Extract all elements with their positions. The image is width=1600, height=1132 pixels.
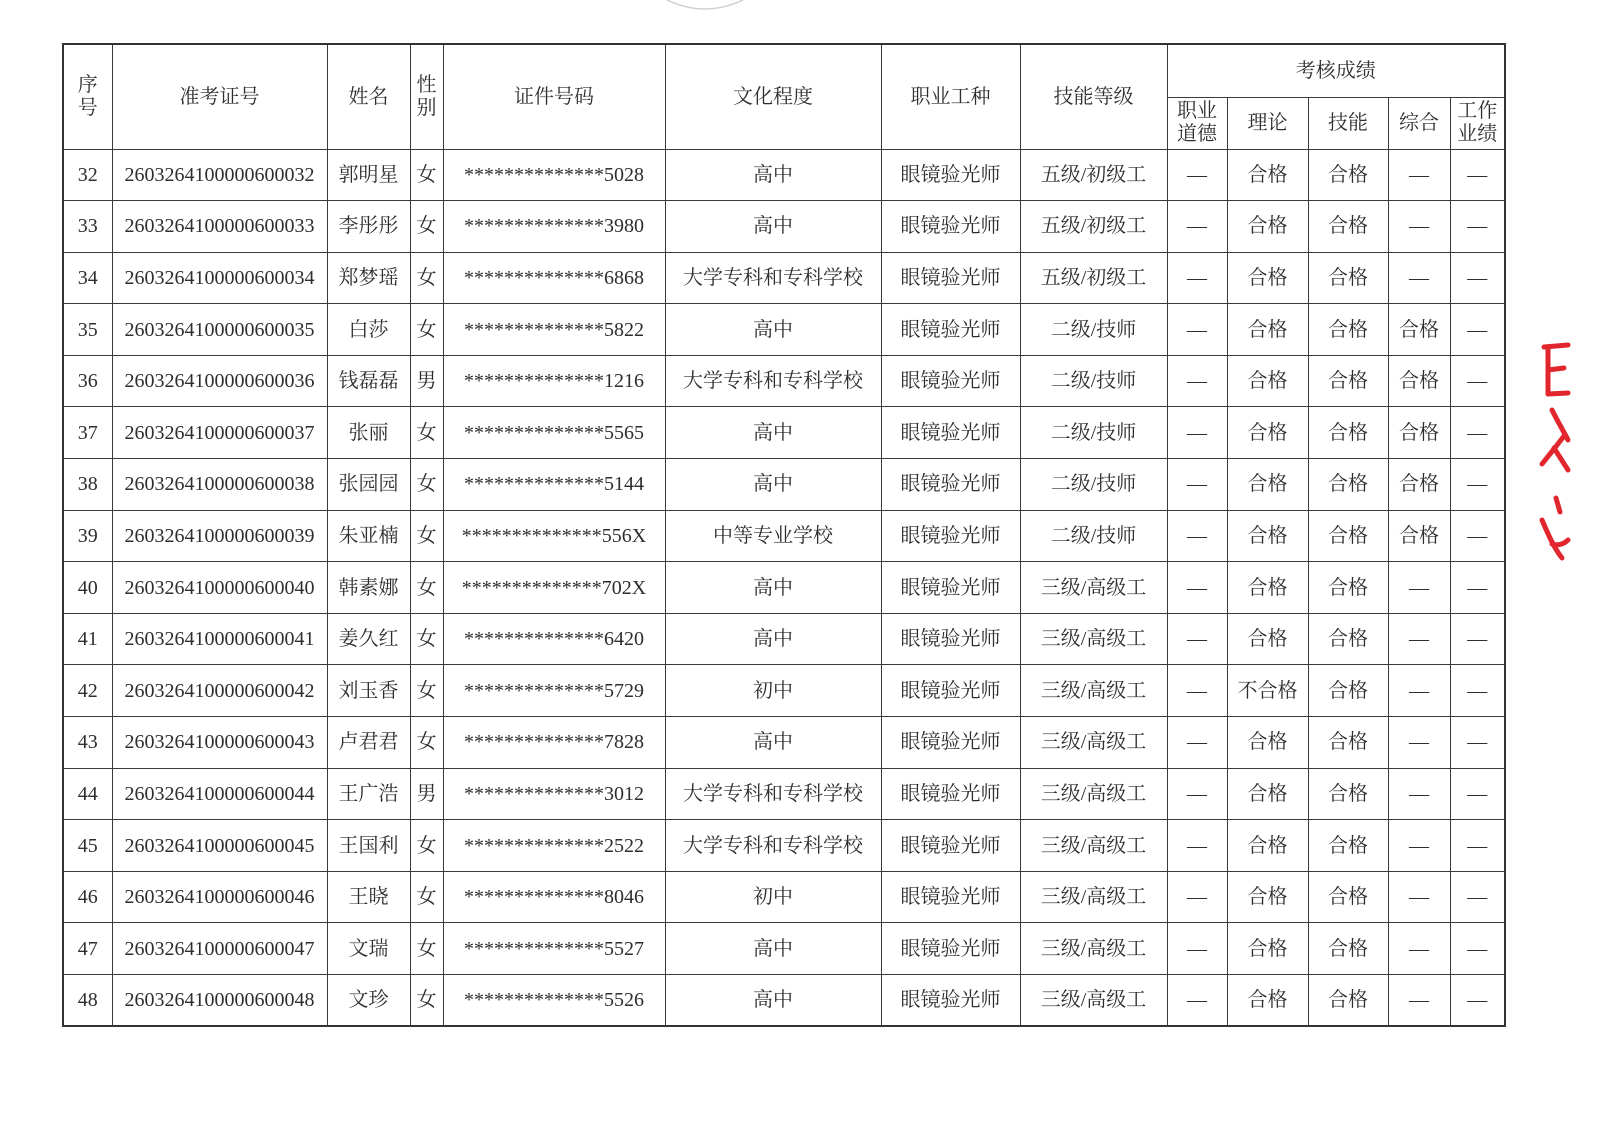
table-row bbox=[63, 923, 1505, 975]
cell-skill: 合格 bbox=[1308, 923, 1388, 975]
cell-id: **************5822 bbox=[443, 304, 665, 356]
header-row-main bbox=[63, 44, 1505, 97]
table-row bbox=[63, 149, 1505, 201]
cell-education: 高中 bbox=[665, 562, 881, 614]
cell-theory: 合格 bbox=[1227, 304, 1308, 356]
header-ethics-label: 职业道德 bbox=[1177, 100, 1217, 145]
cell-education: 大学专科和专科学校 bbox=[665, 355, 881, 407]
header-gender-label: 性别 bbox=[416, 73, 437, 119]
cell-seq: 37 bbox=[63, 407, 112, 459]
cell-performance: — bbox=[1450, 459, 1505, 511]
cell-ticket: 2603264100000600034 bbox=[112, 252, 327, 304]
cell-ticket: 2603264100000600039 bbox=[112, 510, 327, 562]
cell-performance: — bbox=[1450, 201, 1505, 253]
cell-education: 高中 bbox=[665, 304, 881, 356]
cell-gender: 男 bbox=[410, 355, 443, 407]
cell-ethics: — bbox=[1167, 149, 1227, 201]
cell-ticket: 2603264100000600042 bbox=[112, 665, 327, 717]
cell-skill: 合格 bbox=[1308, 820, 1388, 872]
cell-ethics: — bbox=[1167, 820, 1227, 872]
cell-performance: — bbox=[1450, 717, 1505, 769]
cell-gender: 女 bbox=[410, 613, 443, 665]
cell-comprehensive: — bbox=[1388, 665, 1450, 717]
cell-occupation: 眼镜验光师 bbox=[881, 768, 1020, 820]
cell-education: 初中 bbox=[665, 665, 881, 717]
cell-comprehensive: — bbox=[1388, 923, 1450, 975]
table-row bbox=[63, 975, 1505, 1027]
cell-id: **************702X bbox=[443, 562, 665, 614]
cell-comprehensive: 合格 bbox=[1388, 407, 1450, 459]
cell-level: 二级/技师 bbox=[1020, 407, 1167, 459]
cell-ethics: — bbox=[1167, 407, 1227, 459]
table-row bbox=[63, 459, 1505, 511]
cell-id: **************5144 bbox=[443, 459, 665, 511]
header-ticket-number: 准考证号 bbox=[112, 44, 327, 149]
cell-comprehensive: 合格 bbox=[1388, 355, 1450, 407]
cell-level: 二级/技师 bbox=[1020, 459, 1167, 511]
cell-level: 三级/高级工 bbox=[1020, 820, 1167, 872]
cell-comprehensive: — bbox=[1388, 201, 1450, 253]
cell-comprehensive: 合格 bbox=[1388, 510, 1450, 562]
cell-occupation: 眼镜验光师 bbox=[881, 665, 1020, 717]
header-theory: 理论 bbox=[1227, 97, 1308, 149]
cell-theory: 合格 bbox=[1227, 407, 1308, 459]
cell-name: 王晓 bbox=[327, 871, 410, 923]
cell-ethics: — bbox=[1167, 355, 1227, 407]
cell-gender: 女 bbox=[410, 149, 443, 201]
cell-ethics: — bbox=[1167, 717, 1227, 769]
cell-education: 初中 bbox=[665, 871, 881, 923]
cell-gender: 女 bbox=[410, 665, 443, 717]
cell-id: **************7828 bbox=[443, 717, 665, 769]
cell-seq: 41 bbox=[63, 613, 112, 665]
header-performance bbox=[1450, 97, 1505, 149]
cell-id: **************6868 bbox=[443, 252, 665, 304]
cell-ticket: 2603264100000600046 bbox=[112, 871, 327, 923]
table-row bbox=[63, 717, 1505, 769]
cell-name: 郑梦瑶 bbox=[327, 252, 410, 304]
cell-theory: 合格 bbox=[1227, 459, 1308, 511]
cell-skill: 合格 bbox=[1308, 871, 1388, 923]
cell-occupation: 眼镜验光师 bbox=[881, 871, 1020, 923]
cell-id: **************5565 bbox=[443, 407, 665, 459]
cell-id: **************3980 bbox=[443, 201, 665, 253]
cell-ticket: 2603264100000600043 bbox=[112, 717, 327, 769]
cell-name: 张园园 bbox=[327, 459, 410, 511]
cell-occupation: 眼镜验光师 bbox=[881, 149, 1020, 201]
cell-id: **************5527 bbox=[443, 923, 665, 975]
cell-gender: 女 bbox=[410, 871, 443, 923]
cell-theory: 合格 bbox=[1227, 820, 1308, 872]
cell-level: 三级/高级工 bbox=[1020, 923, 1167, 975]
header-name: 姓名 bbox=[327, 44, 410, 149]
cell-occupation: 眼镜验光师 bbox=[881, 717, 1020, 769]
cell-occupation: 眼镜验光师 bbox=[881, 459, 1020, 511]
cell-seq: 32 bbox=[63, 149, 112, 201]
cell-theory: 合格 bbox=[1227, 768, 1308, 820]
cell-seq: 38 bbox=[63, 459, 112, 511]
table-row bbox=[63, 820, 1505, 872]
cell-name: 钱磊磊 bbox=[327, 355, 410, 407]
table-row bbox=[63, 871, 1505, 923]
cell-theory: 合格 bbox=[1227, 201, 1308, 253]
cell-ticket: 2603264100000600044 bbox=[112, 768, 327, 820]
cell-education: 高中 bbox=[665, 459, 881, 511]
header-skill: 技能 bbox=[1308, 97, 1388, 149]
cell-seq: 45 bbox=[63, 820, 112, 872]
cell-theory: 不合格 bbox=[1227, 665, 1308, 717]
cell-gender: 女 bbox=[410, 407, 443, 459]
cell-seq: 42 bbox=[63, 665, 112, 717]
cell-ticket: 2603264100000600037 bbox=[112, 407, 327, 459]
cell-ethics: — bbox=[1167, 304, 1227, 356]
cell-seq: 35 bbox=[63, 304, 112, 356]
cell-seq: 48 bbox=[63, 975, 112, 1027]
cell-seq: 46 bbox=[63, 871, 112, 923]
cell-comprehensive: — bbox=[1388, 613, 1450, 665]
cell-skill: 合格 bbox=[1308, 355, 1388, 407]
cell-performance: — bbox=[1450, 820, 1505, 872]
cell-gender: 女 bbox=[410, 923, 443, 975]
cell-ticket: 2603264100000600035 bbox=[112, 304, 327, 356]
seal-stamp bbox=[1534, 330, 1600, 570]
cell-seq: 47 bbox=[63, 923, 112, 975]
cell-ethics: — bbox=[1167, 975, 1227, 1027]
score-table bbox=[62, 43, 1506, 1027]
table-row bbox=[63, 613, 1505, 665]
cell-comprehensive: — bbox=[1388, 149, 1450, 201]
cell-id: **************1216 bbox=[443, 355, 665, 407]
table-row bbox=[63, 252, 1505, 304]
cell-skill: 合格 bbox=[1308, 717, 1388, 769]
table-row bbox=[63, 407, 1505, 459]
cell-ticket: 2603264100000600048 bbox=[112, 975, 327, 1027]
cell-education: 大学专科和专科学校 bbox=[665, 820, 881, 872]
cell-performance: — bbox=[1450, 252, 1505, 304]
cell-level: 五级/初级工 bbox=[1020, 149, 1167, 201]
cell-occupation: 眼镜验光师 bbox=[881, 562, 1020, 614]
cell-education: 高中 bbox=[665, 717, 881, 769]
cell-ethics: — bbox=[1167, 201, 1227, 253]
cell-ethics: — bbox=[1167, 252, 1227, 304]
cell-theory: 合格 bbox=[1227, 149, 1308, 201]
cell-ticket: 2603264100000600045 bbox=[112, 820, 327, 872]
cell-ethics: — bbox=[1167, 459, 1227, 511]
cell-ticket: 2603264100000600041 bbox=[112, 613, 327, 665]
cell-id: **************8046 bbox=[443, 871, 665, 923]
cell-name: 张丽 bbox=[327, 407, 410, 459]
cell-skill: 合格 bbox=[1308, 459, 1388, 511]
cell-name: 韩素娜 bbox=[327, 562, 410, 614]
cell-theory: 合格 bbox=[1227, 717, 1308, 769]
cell-ethics: — bbox=[1167, 768, 1227, 820]
cell-id: **************5028 bbox=[443, 149, 665, 201]
cell-level: 二级/技师 bbox=[1020, 510, 1167, 562]
table-row bbox=[63, 355, 1505, 407]
cell-name: 卢君君 bbox=[327, 717, 410, 769]
cell-occupation: 眼镜验光师 bbox=[881, 304, 1020, 356]
cell-ticket: 2603264100000600033 bbox=[112, 201, 327, 253]
cell-theory: 合格 bbox=[1227, 510, 1308, 562]
cell-name: 朱亚楠 bbox=[327, 510, 410, 562]
cell-comprehensive: — bbox=[1388, 768, 1450, 820]
cell-performance: — bbox=[1450, 149, 1505, 201]
table-row bbox=[63, 304, 1505, 356]
cell-gender: 女 bbox=[410, 510, 443, 562]
cell-id: **************556X bbox=[443, 510, 665, 562]
cell-name: 姜久红 bbox=[327, 613, 410, 665]
cell-ethics: — bbox=[1167, 871, 1227, 923]
cell-comprehensive: — bbox=[1388, 871, 1450, 923]
cell-education: 高中 bbox=[665, 975, 881, 1027]
table-row bbox=[63, 768, 1505, 820]
header-performance-label: 工作业绩 bbox=[1457, 100, 1498, 145]
cell-occupation: 眼镜验光师 bbox=[881, 510, 1020, 562]
cell-performance: — bbox=[1450, 923, 1505, 975]
header-seq bbox=[63, 44, 112, 149]
cell-comprehensive: — bbox=[1388, 975, 1450, 1027]
cell-theory: 合格 bbox=[1227, 355, 1308, 407]
cell-id: **************3012 bbox=[443, 768, 665, 820]
cell-skill: 合格 bbox=[1308, 304, 1388, 356]
cell-seq: 40 bbox=[63, 562, 112, 614]
cell-theory: 合格 bbox=[1227, 923, 1308, 975]
cell-comprehensive: 合格 bbox=[1388, 304, 1450, 356]
cell-seq: 33 bbox=[63, 201, 112, 253]
cell-ticket: 2603264100000600038 bbox=[112, 459, 327, 511]
cell-education: 高中 bbox=[665, 407, 881, 459]
cell-performance: — bbox=[1450, 665, 1505, 717]
header-gender bbox=[410, 44, 443, 149]
cell-gender: 女 bbox=[410, 820, 443, 872]
cell-ticket: 2603264100000600047 bbox=[112, 923, 327, 975]
cell-skill: 合格 bbox=[1308, 562, 1388, 614]
cell-id: **************2522 bbox=[443, 820, 665, 872]
cell-performance: — bbox=[1450, 355, 1505, 407]
cell-seq: 36 bbox=[63, 355, 112, 407]
cell-ethics: — bbox=[1167, 562, 1227, 614]
cell-education: 高中 bbox=[665, 613, 881, 665]
cell-id: **************6420 bbox=[443, 613, 665, 665]
cell-education: 中等专业学校 bbox=[665, 510, 881, 562]
cell-performance: — bbox=[1450, 768, 1505, 820]
cell-level: 五级/初级工 bbox=[1020, 252, 1167, 304]
cell-skill: 合格 bbox=[1308, 665, 1388, 717]
cell-performance: — bbox=[1450, 304, 1505, 356]
cell-name: 文珍 bbox=[327, 975, 410, 1027]
cell-education: 大学专科和专科学校 bbox=[665, 768, 881, 820]
cell-performance: — bbox=[1450, 407, 1505, 459]
header-id-number: 证件号码 bbox=[443, 44, 665, 149]
cell-comprehensive: — bbox=[1388, 252, 1450, 304]
cell-performance: — bbox=[1450, 510, 1505, 562]
cell-occupation: 眼镜验光师 bbox=[881, 252, 1020, 304]
cell-theory: 合格 bbox=[1227, 871, 1308, 923]
header-ethics bbox=[1167, 97, 1227, 149]
cell-theory: 合格 bbox=[1227, 252, 1308, 304]
table-body bbox=[63, 149, 1505, 1026]
cell-skill: 合格 bbox=[1308, 149, 1388, 201]
cell-name: 李彤彤 bbox=[327, 201, 410, 253]
cell-education: 高中 bbox=[665, 923, 881, 975]
cell-occupation: 眼镜验光师 bbox=[881, 407, 1020, 459]
cell-seq: 34 bbox=[63, 252, 112, 304]
cell-education: 大学专科和专科学校 bbox=[665, 252, 881, 304]
cell-ethics: — bbox=[1167, 510, 1227, 562]
cell-ethics: — bbox=[1167, 665, 1227, 717]
cell-skill: 合格 bbox=[1308, 768, 1388, 820]
cell-comprehensive: — bbox=[1388, 820, 1450, 872]
cell-performance: — bbox=[1450, 562, 1505, 614]
cell-theory: 合格 bbox=[1227, 562, 1308, 614]
cell-gender: 女 bbox=[410, 717, 443, 769]
cell-gender: 女 bbox=[410, 562, 443, 614]
cell-level: 五级/初级工 bbox=[1020, 201, 1167, 253]
cell-gender: 女 bbox=[410, 201, 443, 253]
cell-name: 白莎 bbox=[327, 304, 410, 356]
cell-skill: 合格 bbox=[1308, 201, 1388, 253]
cell-gender: 女 bbox=[410, 975, 443, 1027]
cell-ethics: — bbox=[1167, 923, 1227, 975]
cell-name: 王广浩 bbox=[327, 768, 410, 820]
cell-skill: 合格 bbox=[1308, 407, 1388, 459]
cell-id: **************5729 bbox=[443, 665, 665, 717]
cell-skill: 合格 bbox=[1308, 975, 1388, 1027]
cell-performance: — bbox=[1450, 613, 1505, 665]
cell-skill: 合格 bbox=[1308, 613, 1388, 665]
cell-level: 二级/技师 bbox=[1020, 304, 1167, 356]
table-row bbox=[63, 201, 1505, 253]
header-assessment-scores: 考核成绩 bbox=[1167, 44, 1505, 97]
table-row bbox=[63, 665, 1505, 717]
cell-seq: 43 bbox=[63, 717, 112, 769]
cell-name: 文瑞 bbox=[327, 923, 410, 975]
cell-name: 郭明星 bbox=[327, 149, 410, 201]
cell-ticket: 2603264100000600036 bbox=[112, 355, 327, 407]
cell-gender: 女 bbox=[410, 304, 443, 356]
cell-occupation: 眼镜验光师 bbox=[881, 820, 1020, 872]
cell-level: 三级/高级工 bbox=[1020, 717, 1167, 769]
cell-occupation: 眼镜验光师 bbox=[881, 201, 1020, 253]
header-skill-level: 技能等级 bbox=[1020, 44, 1167, 149]
cell-name: 王国利 bbox=[327, 820, 410, 872]
cell-performance: — bbox=[1450, 871, 1505, 923]
cell-skill: 合格 bbox=[1308, 252, 1388, 304]
cell-id: **************5526 bbox=[443, 975, 665, 1027]
cell-performance: — bbox=[1450, 975, 1505, 1027]
cell-seq: 39 bbox=[63, 510, 112, 562]
header-seq-label: 序号 bbox=[77, 73, 98, 119]
cell-occupation: 眼镜验光师 bbox=[881, 613, 1020, 665]
cell-name: 刘玉香 bbox=[327, 665, 410, 717]
cell-level: 三级/高级工 bbox=[1020, 665, 1167, 717]
cell-seq: 44 bbox=[63, 768, 112, 820]
cell-theory: 合格 bbox=[1227, 975, 1308, 1027]
cell-skill: 合格 bbox=[1308, 510, 1388, 562]
cell-gender: 男 bbox=[410, 768, 443, 820]
table-row bbox=[63, 562, 1505, 614]
cell-occupation: 眼镜验光师 bbox=[881, 923, 1020, 975]
cell-occupation: 眼镜验光师 bbox=[881, 355, 1020, 407]
cell-comprehensive: 合格 bbox=[1388, 459, 1450, 511]
header-education: 文化程度 bbox=[665, 44, 881, 149]
cell-ticket: 2603264100000600032 bbox=[112, 149, 327, 201]
header-occupation: 职业工种 bbox=[881, 44, 1020, 149]
table-row bbox=[63, 510, 1505, 562]
cell-level: 三级/高级工 bbox=[1020, 562, 1167, 614]
cell-comprehensive: — bbox=[1388, 562, 1450, 614]
cell-gender: 女 bbox=[410, 459, 443, 511]
cell-level: 三级/高级工 bbox=[1020, 613, 1167, 665]
cell-level: 三级/高级工 bbox=[1020, 768, 1167, 820]
cell-level: 三级/高级工 bbox=[1020, 975, 1167, 1027]
cell-comprehensive: — bbox=[1388, 717, 1450, 769]
cell-level: 二级/技师 bbox=[1020, 355, 1167, 407]
cell-ticket: 2603264100000600040 bbox=[112, 562, 327, 614]
cell-theory: 合格 bbox=[1227, 613, 1308, 665]
punch-hole-mark bbox=[665, 0, 745, 12]
cell-occupation: 眼镜验光师 bbox=[881, 975, 1020, 1027]
cell-gender: 女 bbox=[410, 252, 443, 304]
cell-ethics: — bbox=[1167, 613, 1227, 665]
cell-level: 三级/高级工 bbox=[1020, 871, 1167, 923]
cell-education: 高中 bbox=[665, 201, 881, 253]
table-header bbox=[63, 44, 1505, 149]
cell-education: 高中 bbox=[665, 149, 881, 201]
header-comprehensive: 综合 bbox=[1388, 97, 1450, 149]
